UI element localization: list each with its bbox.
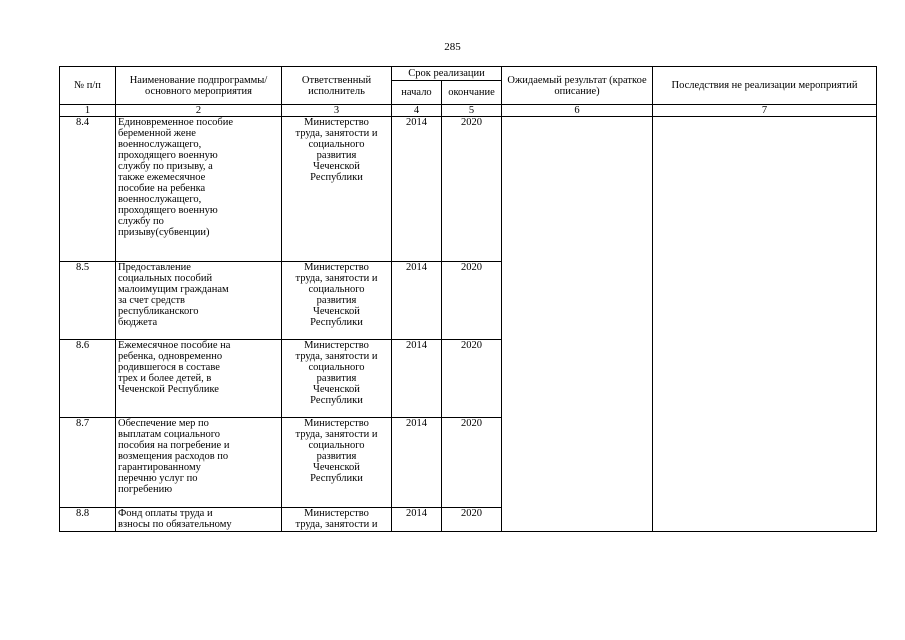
row-end-year: 2020	[442, 418, 502, 508]
row-start-year: 2014	[392, 508, 442, 532]
row-start-year: 2014	[392, 418, 442, 508]
row-executor: Министерство труда, занятости и социального развития Чеченской Республики	[282, 262, 392, 340]
page-number: 285	[444, 41, 461, 53]
row-end-year: 2020	[442, 340, 502, 418]
row-number: 8.8	[60, 508, 116, 532]
header-result: Ожидаемый результат (краткое описание)	[502, 67, 653, 105]
row-number: 8.5	[60, 262, 116, 340]
row-end-year: 2020	[442, 117, 502, 262]
row-start-year: 2014	[392, 340, 442, 418]
row-executor: Министерство труда, занятости и	[282, 508, 392, 532]
header-num: № п/п	[60, 67, 116, 105]
row-executor: Министерство труда, занятости и социального развития Чеченской Республики	[282, 117, 392, 262]
column-number: 1	[60, 105, 116, 117]
table-header-row	[60, 67, 877, 81]
row-name: Предоставление социальных пособий малоимущим гражданам за счет средств республиканского бюджета	[116, 262, 282, 340]
column-number: 7	[653, 105, 877, 117]
row-name: Фонд оплаты труда и взносы по обязательному	[116, 508, 282, 532]
row-number: 8.6	[60, 340, 116, 418]
row-name: Ежемесячное пособие на ребенка, одновременно родившегося в составе трех и более детей, в Чеченской Республике	[116, 340, 282, 418]
header-end: окончание	[442, 81, 502, 105]
column-number: 4	[392, 105, 442, 117]
header-start: начало	[392, 81, 442, 105]
consequences-cell	[653, 117, 877, 532]
row-executor: Министерство труда, занятости и социального развития Чеченской Республики	[282, 418, 392, 508]
column-number: 2	[116, 105, 282, 117]
column-number-row	[60, 105, 877, 117]
column-number: 6	[502, 105, 653, 117]
header-executor: Ответственный исполнитель	[282, 67, 392, 105]
row-end-year: 2020	[442, 262, 502, 340]
header-name: Наименование подпрограммы/ основного мероприятия	[116, 67, 282, 105]
column-number: 5	[442, 105, 502, 117]
row-start-year: 2014	[392, 117, 442, 262]
result-cell	[502, 117, 653, 532]
row-name: Единовременное пособие беременной жене военнослужащего, проходящего военную службу по призыву, а также ежемесячное пособие на ребенка военнослужащего, проходящего военную службу по призыву(субвенции)	[116, 117, 282, 262]
row-end-year: 2020	[442, 508, 502, 532]
header-term: Срок реализации	[392, 67, 502, 81]
row-number: 8.4	[60, 117, 116, 262]
header-consequences: Последствия не реализации мероприятий	[653, 67, 877, 105]
program-table	[59, 66, 877, 532]
column-number: 3	[282, 105, 392, 117]
table-row	[60, 117, 877, 262]
row-name: Обеспечение мер по выплатам социального пособия на погребение и возмещения расходов по гарантированному перечню услуг по погребению	[116, 418, 282, 508]
row-executor: Министерство труда, занятости и социального развития Чеченской Республики	[282, 340, 392, 418]
row-number: 8.7	[60, 418, 116, 508]
row-start-year: 2014	[392, 262, 442, 340]
